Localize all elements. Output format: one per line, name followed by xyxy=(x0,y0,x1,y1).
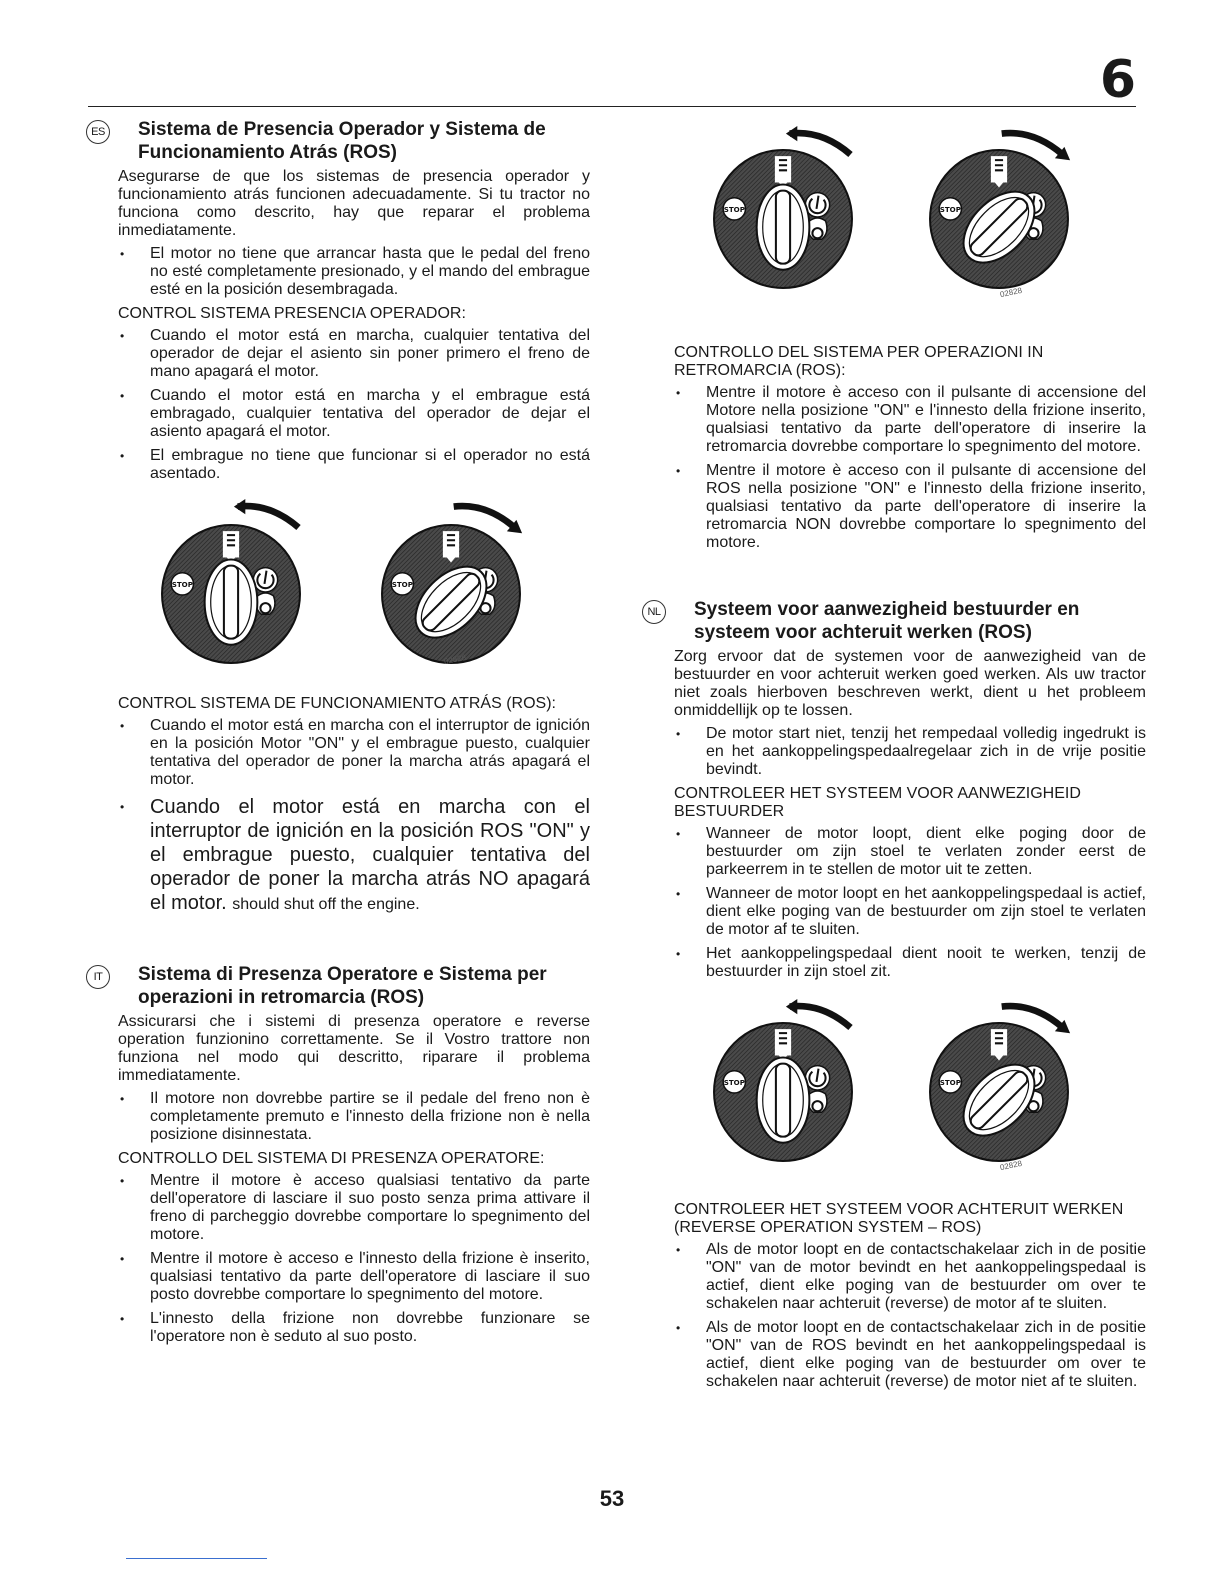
rotation-arrow-right-icon xyxy=(448,499,524,537)
it-ros-list xyxy=(674,384,1146,552)
left-column xyxy=(91,118,590,1352)
ignition-switch-run-position-icon xyxy=(928,1021,1070,1163)
es-presence-list xyxy=(118,327,590,483)
nl-ros-list xyxy=(674,1241,1146,1391)
section-it-title xyxy=(93,963,590,1009)
nl-presence-bullet: • Het aankoppelingspedaal dient nooit te werken, tenzij de bestuurder in zijn stoel zit. xyxy=(674,945,1146,981)
es-bullet-start: • El motor no tiene que arrancar hasta que le pedal del freno no esté completamente presionado, y el mando del embrague esté en la posición desembragada. xyxy=(118,245,590,299)
it-presence-list xyxy=(118,1172,590,1346)
nl-bullet-start: • De motor start niet, tenzij het rempedaal volledig ingedrukt is en het aankoppelingspedaalregelaar zich in de vrije positie bevindt. xyxy=(674,725,1146,779)
figure-code: 02828 xyxy=(999,285,1023,300)
figure-code: 02828 xyxy=(443,652,467,667)
es-presence-bullet: • Cuando el motor está en marcha, cualquier tentativa del operador de dejar el asiento sin poner primero el freno de mano apagará el motor. xyxy=(118,327,590,381)
ignition-switch-stop-position-icon xyxy=(712,148,854,290)
es-ros-bullet: • Cuando el motor está en marcha con el interruptor de ignición en la posición Motor "ON" y el embrague puesto, cualquier tentativa del operador de poner la marcha atrás apagará el motor. xyxy=(118,717,590,789)
rotation-arrow-right-icon xyxy=(996,126,1072,164)
it-presence-heading: CONTROLLO DEL SISTEMA DI PRESENZA OPERATORE: xyxy=(118,1150,545,1167)
it-ros-bullet: • Mentre il motore è acceso con il pulsante di accensione del Motore nella posizione "ON" e l'innesto della frizione inserito, qualsiasi tentativo da parte dell'operatore di inserire la retromarcia dovrebbe comportare lo spegnimento del motore. xyxy=(674,384,1146,456)
section-es-title-text: Sistema de Presencia Operador y Sistema de Funcionamiento Atrás (ROS) xyxy=(138,119,546,163)
rotation-arrow-left-icon xyxy=(784,126,860,164)
chapter-number: 6 xyxy=(1099,50,1136,110)
section-nl-title xyxy=(647,598,1146,644)
it-start-list xyxy=(118,1090,590,1144)
nl-presence-heading: CONTROLEER HET SYSTEEM VOOR AANWEZIGHEID BESTUURDER xyxy=(674,785,1081,820)
it-presence-bullet: • Mentre il motore è acceso e l'innesto della frizione è inserito, qualsiasi tentativo da parte dell'operatore di lasciare il suo posto dovrebbe comportare lo spegnimento del motore. xyxy=(118,1250,590,1304)
es-ros-bullet-large-text: Cuando el motor está en marcha con el interruptor de ignición en la posición ROS "ON" y el embrague puesto, cualquier tentativa del operador de poner la marcha atrás NO apagará el motor. xyxy=(150,796,590,914)
it-presence-bullet: • Mentre il motore è acceso qualsiasi tentativo da parte dell'operatore di lasciare il suo posto senza prima attivare il freno di parcheggio dovrebbe comportare lo spegnimento del motore. xyxy=(118,1172,590,1244)
es-intro: Asegurarse de que los sistemas de presencia operador y funcionamiento atrás funcionen adecuadamente. Si tu tractor no funciona como descrito, hay que reparar el problema inmediatamente. xyxy=(118,168,590,239)
es-ros-list xyxy=(118,717,590,915)
es-presence-bullet: • El embrague no tiene que funcionar si el operador no está asentado. xyxy=(118,447,590,483)
page-number: 53 xyxy=(599,1486,625,1511)
es-presence-heading: CONTROL SISTEMA PRESENCIA OPERADOR: xyxy=(118,305,466,322)
es-ros-bullet-large xyxy=(118,795,590,915)
it-bullet-start: • Il motore non dovrebbe partire se il pedale del freno non è completamente premuto e l'innesto della frizione non è nella posizione disinnestata. xyxy=(118,1090,590,1144)
it-ros-heading: CONTROLLO DEL SISTEMA PER OPERAZIONI IN RETROMARCIA (ROS): xyxy=(674,344,1044,379)
section-es-title xyxy=(91,118,590,164)
nl-start-list xyxy=(674,725,1146,779)
rotation-arrow-left-icon xyxy=(784,999,860,1037)
section-it-title-text: Sistema di Presenza Operatore e Sistema per operazioni in retromarcia (ROS) xyxy=(138,964,547,1008)
rotation-arrow-right-icon xyxy=(996,999,1072,1037)
right-column xyxy=(647,118,1146,1397)
section-it xyxy=(93,963,590,1346)
es-ros-bullet-tail: should shut off the engine. xyxy=(232,896,420,913)
it-ignition-figure xyxy=(674,124,1146,314)
es-ros-heading: CONTROL SISTEMA DE FUNCIONAMIENTO ATRÁS (ROS): xyxy=(118,695,556,712)
ignition-switch-run-position-icon xyxy=(380,523,522,665)
section-nl xyxy=(647,598,1146,1391)
nl-presence-bullet: • Wanneer de motor loopt, dient elke poging door de bestuurder om zijn stoel te verlaten zonder eerst de parkeerrem in te stellen de motor uit te zetten. xyxy=(674,825,1146,879)
nl-ignition-figure xyxy=(674,997,1146,1187)
section-nl-title-text: Systeem voor aanwezigheid bestuurder en systeem voor achteruit werken (ROS) xyxy=(694,599,1080,643)
header-rule xyxy=(88,106,1136,107)
nl-ros-heading: CONTROLEER HET SYSTEEM VOOR ACHTERUIT WERKEN (REVERSE OPERATION SYSTEM – ROS) xyxy=(674,1201,1124,1236)
language-badge-it: IT xyxy=(86,965,110,989)
nl-presence-bullet: • Wanneer de motor loopt en het aankoppelingspedaal is actief, dient elke poging van de bestuurder om zijn stoel te verlaten de motor af te sluiten. xyxy=(674,885,1146,939)
it-presence-bullet: • L'innesto della frizione non dovrebbe funzionare se l'operatore non è seduto al suo posto. xyxy=(118,1310,590,1346)
language-badge-nl: NL xyxy=(642,600,666,624)
language-badge-es: ES xyxy=(86,120,110,144)
nl-intro: Zorg ervoor dat de systemen voor de aanwezigheid van de bestuurder en voor achteruit werken goed werken. Als uw tractor niet zoals hierboven beschreven werkt, dient u het probleem onmiddellijk op te lossen. xyxy=(674,648,1146,719)
es-ignition-figure xyxy=(118,495,590,685)
section-es xyxy=(91,118,590,915)
es-presence-bullet: • Cuando el motor está en marcha y el embrague está embragado, cualquier tentativa del operador de dejar el asiento apagará el motor. xyxy=(118,387,590,441)
nl-ros-bullet: • Als de motor loopt en de contactschakelaar zich in de positie "ON" van de ROS bevindt en het aankoppelingspedaal is actief, dient elke poging van de bestuurder om over te schakelen naar achteruit (reverse) de motor niet af te sluiten. xyxy=(674,1319,1146,1391)
it-ros-bullet: • Mentre il motore è acceso con il pulsante di accensione del ROS nella posizione "ON" e l'innesto della frizione inserito, qualsiasi tentativo da parte dell'operatore di inserire la retromarcia NON dovrebbe comportare lo spegnimento del motore. xyxy=(674,462,1146,552)
footer-link-line xyxy=(126,1558,267,1559)
ignition-switch-run-position-icon xyxy=(928,148,1070,290)
it-intro: Assicurarsi che i sistemi di presenza operatore e reverse operation funzionino correttamente. Se il Vostro trattore non funziona nel modo qui descritto, riparare il problema immediatamente. xyxy=(118,1013,590,1084)
rotation-arrow-left-icon xyxy=(232,499,308,537)
ignition-switch-stop-position-icon xyxy=(712,1021,854,1163)
nl-ros-bullet: • Als de motor loopt en de contactschakelaar zich in de positie "ON" van de motor bevindt en het aankoppelingspedaal is actief, dient elke poging van de bestuurder om over te schakelen naar achteruit (reverse) de motor af te sluiten. xyxy=(674,1241,1146,1313)
es-start-list xyxy=(118,245,590,299)
figure-code: 02828 xyxy=(999,1158,1023,1173)
nl-presence-list xyxy=(674,825,1146,981)
ignition-switch-stop-position-icon xyxy=(160,523,302,665)
